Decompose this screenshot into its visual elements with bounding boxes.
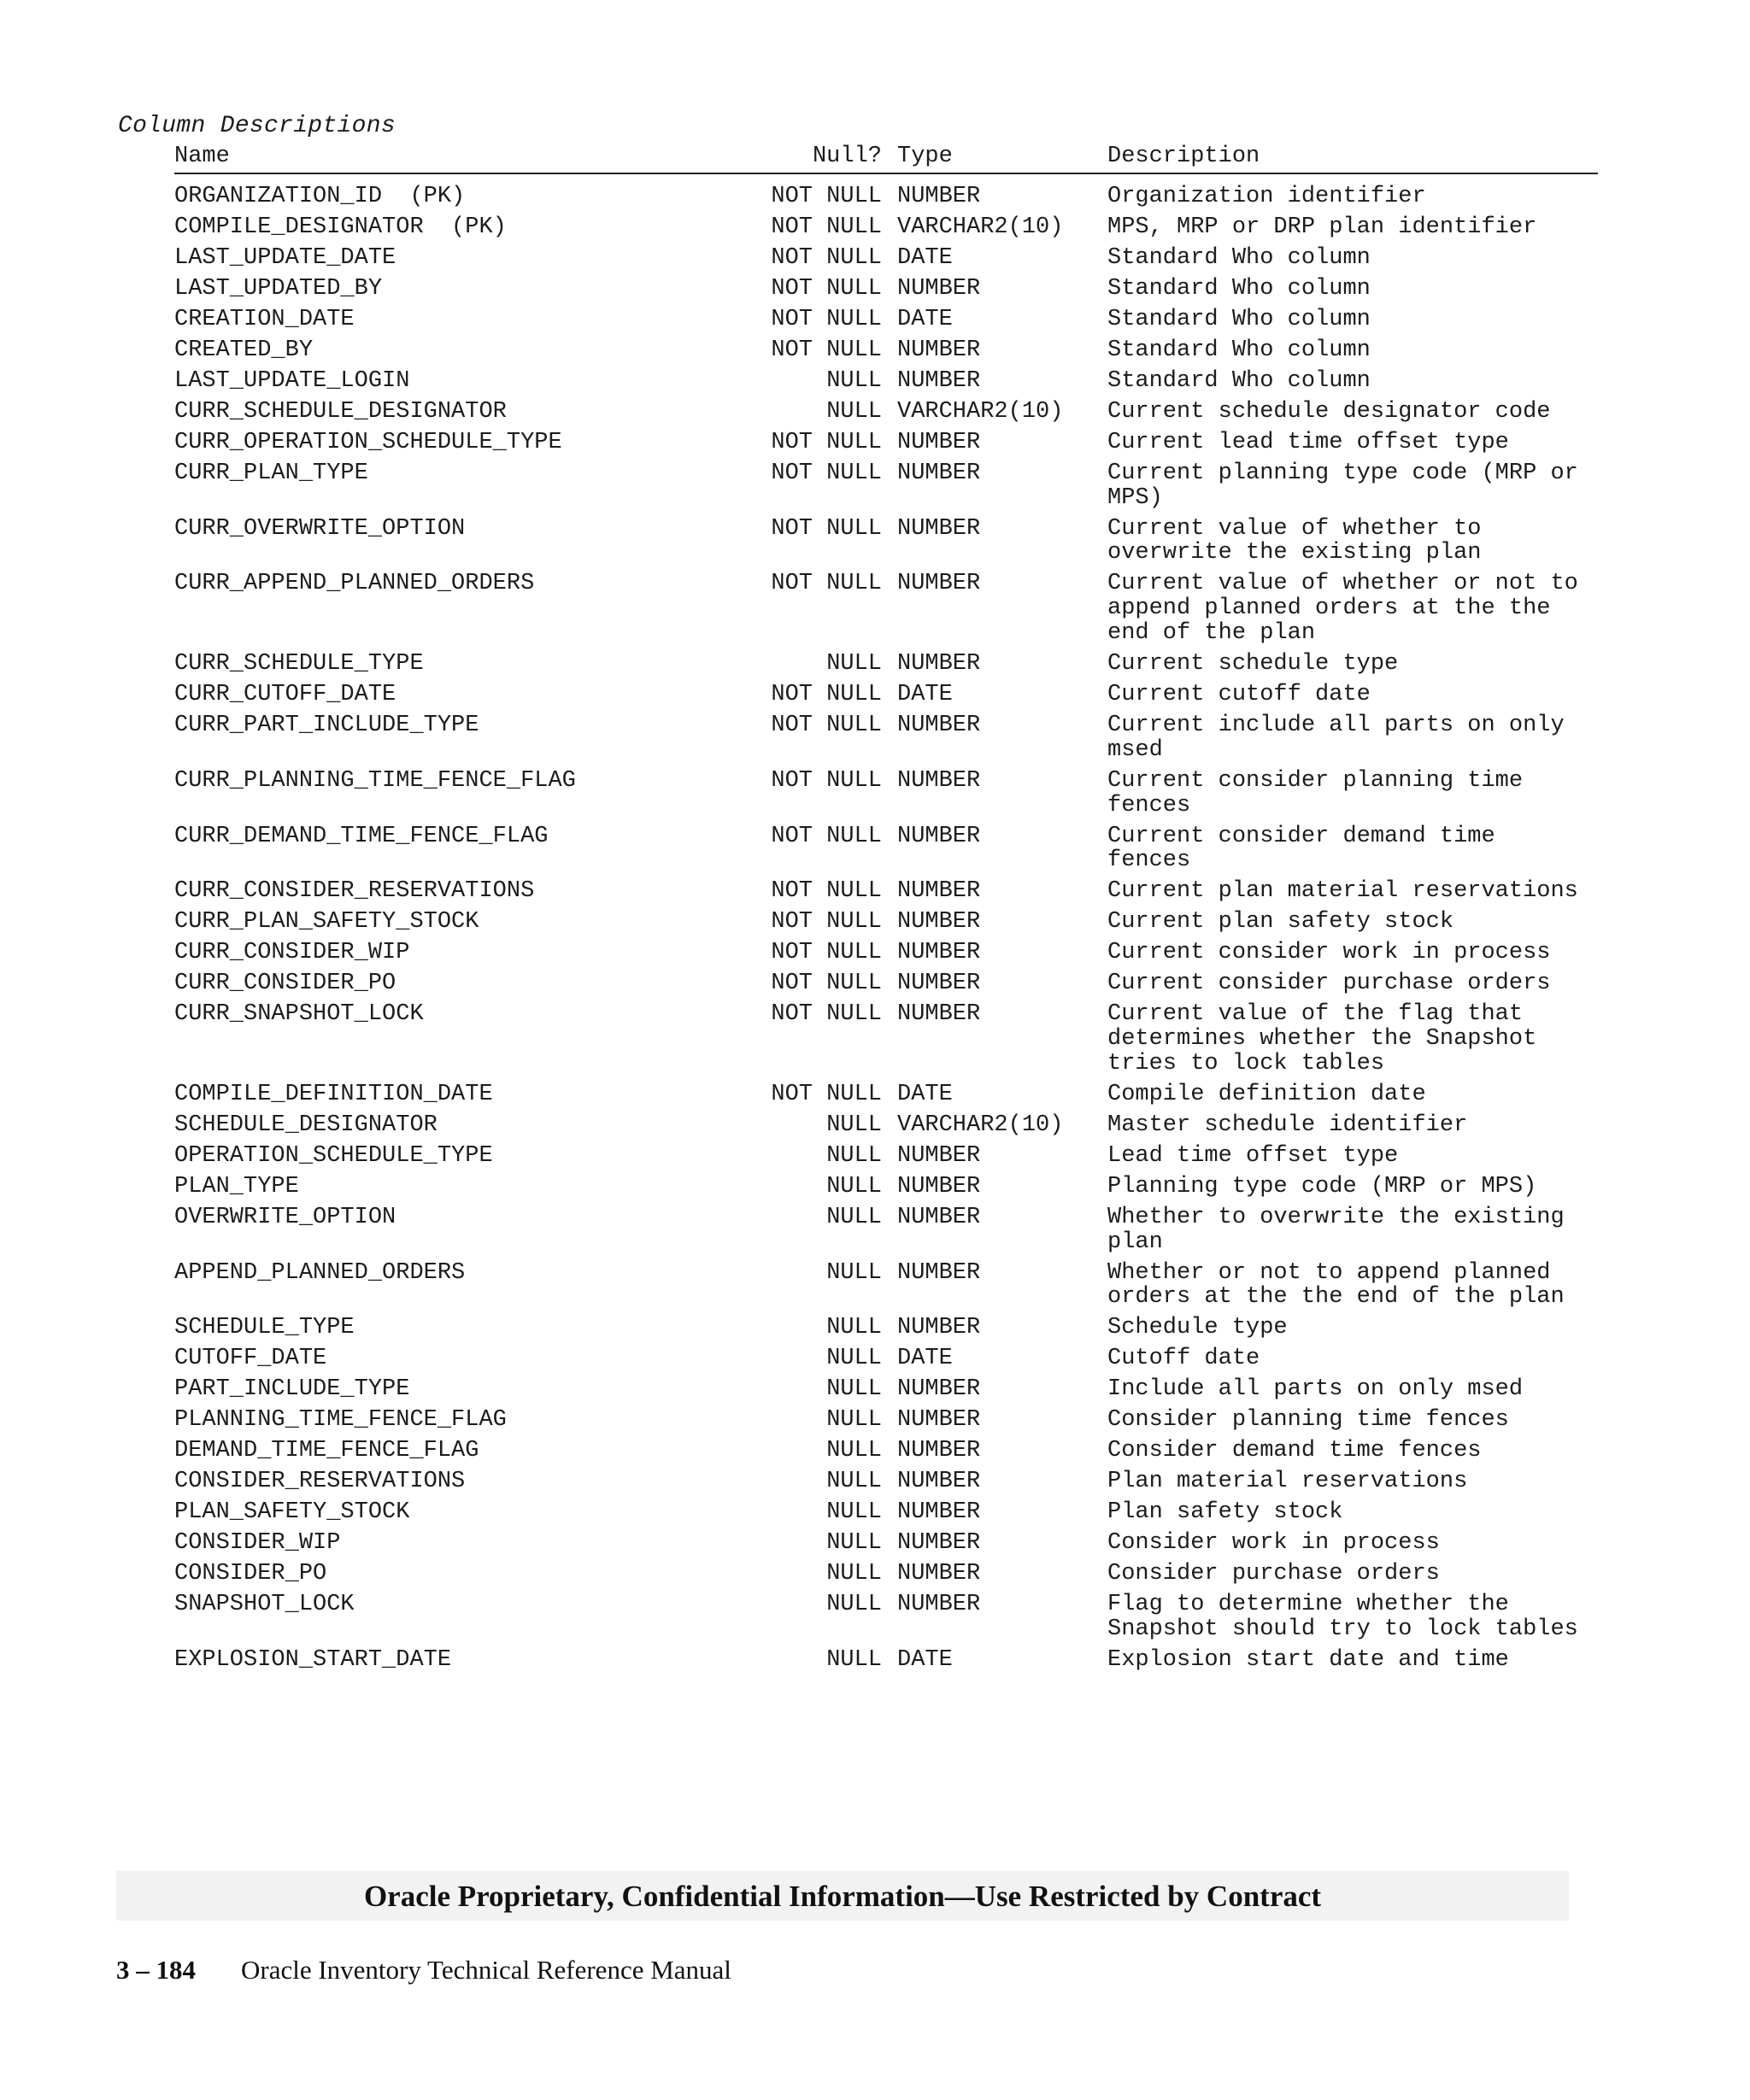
null-flag: NOT NULL <box>771 214 882 240</box>
column-type: NUMBER <box>897 1561 981 1587</box>
column-type: NUMBER <box>897 1530 981 1557</box>
column-description: Whether or not to append planned orders at the the end of the plan <box>1107 1259 1565 1311</box>
column-name: SCHEDULE_TYPE <box>174 1315 355 1341</box>
column-type: NUMBER <box>897 429 981 455</box>
column-name: CUTOFF_DATE <box>174 1346 327 1372</box>
column-type: DATE <box>897 1081 953 1107</box>
column-description: Standard Who column <box>1107 244 1371 271</box>
table-row <box>174 1593 1598 1648</box>
column-type: DATE <box>897 1346 953 1372</box>
column-name: CURR_SCHEDULE_DESIGNATOR <box>174 398 507 425</box>
table-row <box>174 1205 1598 1261</box>
table-row <box>174 1648 1598 1679</box>
column-name: CURR_APPEND_PLANNED_ORDERS <box>174 571 535 597</box>
column-name: COMPILE_DESIGNATOR (PK) <box>174 214 507 240</box>
table-row <box>174 1144 1598 1175</box>
null-flag: NULL <box>826 1315 882 1341</box>
column-name: APPEND_PLANNED_ORDERS <box>174 1259 466 1286</box>
column-description: Lead time offset type <box>1107 1142 1399 1169</box>
null-flag: NULL <box>826 1646 882 1673</box>
column-type: NUMBER <box>897 971 981 997</box>
column-name: CURR_SCHEDULE_TYPE <box>174 651 424 677</box>
null-flag: NULL <box>826 1499 882 1526</box>
column-description: Schedule type <box>1107 1315 1288 1341</box>
table-row <box>174 1531 1598 1562</box>
null-flag: NULL <box>826 1438 882 1464</box>
null-flag: NULL <box>826 1112 882 1138</box>
column-type: NUMBER <box>897 275 981 302</box>
column-type: NUMBER <box>897 651 981 677</box>
column-description: Current planning type code (MRP or MPS) <box>1107 460 1578 511</box>
column-description: Explosion start date and time <box>1107 1646 1509 1673</box>
column-type: NUMBER <box>897 878 981 905</box>
column-type: DATE <box>897 1646 953 1673</box>
column-description: MPS, MRP or DRP plan identifier <box>1107 214 1537 240</box>
table-row <box>174 971 1598 1002</box>
column-type: NUMBER <box>897 1592 981 1618</box>
null-flag: NOT NULL <box>771 460 882 486</box>
table-row <box>174 1469 1598 1500</box>
column-type: DATE <box>897 244 953 271</box>
table-row <box>174 461 1598 517</box>
column-name: CREATION_DATE <box>174 306 355 332</box>
column-name: SNAPSHOT_LOCK <box>174 1592 355 1618</box>
column-type: NUMBER <box>897 1204 981 1230</box>
null-flag: NOT NULL <box>771 184 882 209</box>
column-name: PART_INCLUDE_TYPE <box>174 1376 410 1403</box>
column-type: NUMBER <box>897 1499 981 1526</box>
table-row <box>174 1113 1598 1144</box>
table-row <box>174 1346 1598 1377</box>
column-type: NUMBER <box>897 823 981 849</box>
column-name: LAST_UPDATED_BY <box>174 275 383 302</box>
column-name: CURR_CONSIDER_WIP <box>174 940 410 966</box>
column-description: Current schedule designator code <box>1107 398 1551 425</box>
column-type: NUMBER <box>897 1142 981 1169</box>
column-name: OPERATION_SCHEDULE_TYPE <box>174 1142 493 1169</box>
column-name: SCHEDULE_DESIGNATOR <box>174 1112 438 1138</box>
null-flag: NOT NULL <box>771 1081 882 1107</box>
page-number: 3 – 184 <box>116 1955 196 1985</box>
column-description: Include all parts on only msed <box>1107 1376 1524 1403</box>
column-name: CURR_DEMAND_TIME_FENCE_FLAG <box>174 823 549 849</box>
header-description: Description <box>1107 144 1260 169</box>
column-description: Current consider work in process <box>1107 940 1551 966</box>
column-name: COMPILE_DEFINITION_DATE <box>174 1081 493 1107</box>
column-description: Current plan safety stock <box>1107 909 1454 936</box>
column-name: EXPLOSION_START_DATE <box>174 1646 452 1673</box>
column-description: Planning type code (MRP or MPS) <box>1107 1173 1537 1200</box>
column-type: NUMBER <box>897 1259 981 1286</box>
column-name: LAST_UPDATE_LOGIN <box>174 367 410 394</box>
column-name: CURR_OVERWRITE_OPTION <box>174 515 466 542</box>
column-name: CURR_PART_INCLUDE_TYPE <box>174 712 479 738</box>
column-description: Plan material reservations <box>1107 1469 1468 1495</box>
null-flag: NULL <box>826 398 882 425</box>
table-row <box>174 1408 1598 1439</box>
column-description: Standard Who column <box>1107 275 1371 302</box>
column-name: CURR_SNAPSHOT_LOCK <box>174 1001 424 1028</box>
table-row <box>174 769 1598 824</box>
column-name: OVERWRITE_OPTION <box>174 1204 396 1230</box>
null-flag: NOT NULL <box>771 571 882 597</box>
column-description: Consider planning time fences <box>1107 1407 1509 1434</box>
column-name: PLAN_TYPE <box>174 1173 299 1200</box>
column-type: NUMBER <box>897 1001 981 1028</box>
column-type: NUMBER <box>897 1376 981 1403</box>
column-name: CURR_CONSIDER_RESERVATIONS <box>174 878 535 905</box>
column-description: Cutoff date <box>1107 1346 1260 1372</box>
table-row <box>174 824 1598 880</box>
null-flag: NULL <box>826 1407 882 1434</box>
null-flag: NULL <box>826 1204 882 1230</box>
column-type: NUMBER <box>897 1438 981 1464</box>
column-name: PLAN_SAFETY_STOCK <box>174 1499 410 1526</box>
null-flag: NOT NULL <box>771 244 882 271</box>
column-description: Current value of whether to overwrite the existing plan <box>1107 515 1482 566</box>
table-row <box>174 338 1598 369</box>
column-description: Current consider demand time fences <box>1107 823 1495 874</box>
column-name: CURR_PLANNING_TIME_FENCE_FLAG <box>174 767 576 794</box>
column-description: Current lead time offset type <box>1107 429 1509 455</box>
table-row <box>174 1002 1598 1082</box>
column-name: CURR_CUTOFF_DATE <box>174 681 396 707</box>
null-flag: NULL <box>826 1173 882 1200</box>
null-flag: NULL <box>826 1376 882 1403</box>
column-description: Current include all parts on only msed <box>1107 712 1565 763</box>
null-flag: NOT NULL <box>771 767 882 794</box>
table-row <box>174 1316 1598 1346</box>
column-description: Current consider planning time fences <box>1107 767 1524 818</box>
column-name: CURR_PLAN_TYPE <box>174 460 368 486</box>
table-row <box>174 517 1598 572</box>
column-type: NUMBER <box>897 571 981 597</box>
table-row <box>174 369 1598 400</box>
column-description: Current cutoff date <box>1107 681 1371 707</box>
table-row <box>174 1261 1598 1317</box>
null-flag: NULL <box>826 1469 882 1495</box>
column-table-body <box>174 185 1598 1679</box>
null-flag: NOT NULL <box>771 971 882 997</box>
column-description: Consider demand time fences <box>1107 1438 1482 1464</box>
column-type: DATE <box>897 681 953 707</box>
table-row <box>174 215 1598 246</box>
table-row <box>174 400 1598 431</box>
table-row <box>174 246 1598 277</box>
column-description: Current consider purchase orders <box>1107 971 1551 997</box>
column-name: CONSIDER_PO <box>174 1561 327 1587</box>
table-row <box>174 879 1598 910</box>
column-description: Consider purchase orders <box>1107 1561 1440 1587</box>
null-flag: NOT NULL <box>771 940 882 966</box>
column-type: NUMBER <box>897 1173 981 1200</box>
column-name: CURR_CONSIDER_PO <box>174 971 396 997</box>
null-flag: NOT NULL <box>771 515 882 542</box>
null-flag: NOT NULL <box>771 823 882 849</box>
column-type: NUMBER <box>897 184 981 209</box>
column-type: VARCHAR2(10) <box>897 214 1064 240</box>
null-flag: NULL <box>826 1346 882 1372</box>
null-flag: NULL <box>826 1259 882 1286</box>
column-type: NUMBER <box>897 1469 981 1495</box>
column-type: VARCHAR2(10) <box>897 398 1064 425</box>
null-flag: NOT NULL <box>771 1001 882 1028</box>
column-description: Master schedule identifier <box>1107 1112 1468 1138</box>
null-flag: NOT NULL <box>771 712 882 738</box>
null-flag: NOT NULL <box>771 337 882 363</box>
confidential-banner <box>116 1871 1569 1921</box>
section-title: Column Descriptions <box>118 113 396 139</box>
column-type: NUMBER <box>897 337 981 363</box>
table-row <box>174 713 1598 769</box>
null-flag: NOT NULL <box>771 429 882 455</box>
table-row <box>174 652 1598 683</box>
column-type: NUMBER <box>897 940 981 966</box>
column-type: NUMBER <box>897 1407 981 1434</box>
table-row <box>174 941 1598 971</box>
column-type: NUMBER <box>897 909 981 936</box>
table-row <box>174 308 1598 338</box>
null-flag: NULL <box>826 1530 882 1557</box>
column-type: NUMBER <box>897 460 981 486</box>
column-description: Standard Who column <box>1107 337 1371 363</box>
column-type: NUMBER <box>897 712 981 738</box>
column-name: PLANNING_TIME_FENCE_FLAG <box>174 1407 507 1434</box>
null-flag: NOT NULL <box>771 878 882 905</box>
table-row <box>174 1500 1598 1531</box>
table-row <box>174 1082 1598 1113</box>
table-row <box>174 572 1598 652</box>
null-flag: NULL <box>826 1561 882 1587</box>
column-description: Current value of the flag that determines whether the Snapshot tries to lock tables <box>1107 1001 1537 1076</box>
null-flag: NOT NULL <box>771 909 882 936</box>
null-flag: NOT NULL <box>771 275 882 302</box>
column-type: NUMBER <box>897 1315 981 1341</box>
column-description: Compile definition date <box>1107 1081 1426 1107</box>
header-name: Name <box>174 144 230 169</box>
column-description: Standard Who column <box>1107 367 1371 394</box>
table-row <box>174 1377 1598 1408</box>
header-type: Type <box>897 144 953 169</box>
table-row <box>174 1175 1598 1205</box>
table-row <box>174 185 1598 215</box>
table-row <box>174 683 1598 713</box>
table-row <box>174 1562 1598 1593</box>
column-description: Current value of whether or not to append planned orders at the the end of the plan <box>1107 571 1578 647</box>
null-flag: NULL <box>826 1142 882 1169</box>
column-name: CURR_PLAN_SAFETY_STOCK <box>174 909 479 936</box>
table-row <box>174 910 1598 941</box>
column-description: Current schedule type <box>1107 651 1399 677</box>
column-description: Current plan material reservations <box>1107 878 1578 905</box>
table-row <box>174 431 1598 461</box>
null-flag: NULL <box>826 651 882 677</box>
column-description: Consider work in process <box>1107 1530 1440 1557</box>
null-flag: NULL <box>826 1592 882 1618</box>
column-name: DEMAND_TIME_FENCE_FLAG <box>174 1438 479 1464</box>
column-description: Organization identifier <box>1107 184 1426 209</box>
column-type: NUMBER <box>897 367 981 394</box>
manual-title: Oracle Inventory Technical Reference Manual <box>241 1955 731 1985</box>
column-name: CONSIDER_RESERVATIONS <box>174 1469 466 1495</box>
column-type: VARCHAR2(10) <box>897 1112 1064 1138</box>
null-flag: NOT NULL <box>771 681 882 707</box>
header-null: Null? <box>812 144 882 169</box>
null-flag: NULL <box>826 367 882 394</box>
table-row <box>174 277 1598 308</box>
table-header <box>174 144 1598 174</box>
column-name: LAST_UPDATE_DATE <box>174 244 396 271</box>
confidential-notice: Oracle Proprietary, Confidential Information––Use Restricted by Contract <box>363 1880 1322 1913</box>
column-name: CREATED_BY <box>174 337 314 363</box>
null-flag: NOT NULL <box>771 306 882 332</box>
column-description: Standard Who column <box>1107 306 1371 332</box>
column-description: Flag to determine whether the Snapshot should try to lock tables <box>1107 1592 1578 1642</box>
column-type: DATE <box>897 306 953 332</box>
column-type: NUMBER <box>897 767 981 794</box>
column-type: NUMBER <box>897 515 981 542</box>
column-name: CURR_OPERATION_SCHEDULE_TYPE <box>174 429 562 455</box>
table-row <box>174 1439 1598 1469</box>
column-name: ORGANIZATION_ID (PK) <box>174 184 466 209</box>
column-name: CONSIDER_WIP <box>174 1530 341 1557</box>
column-description: Whether to overwrite the existing plan <box>1107 1204 1565 1255</box>
column-description: Plan safety stock <box>1107 1499 1343 1526</box>
